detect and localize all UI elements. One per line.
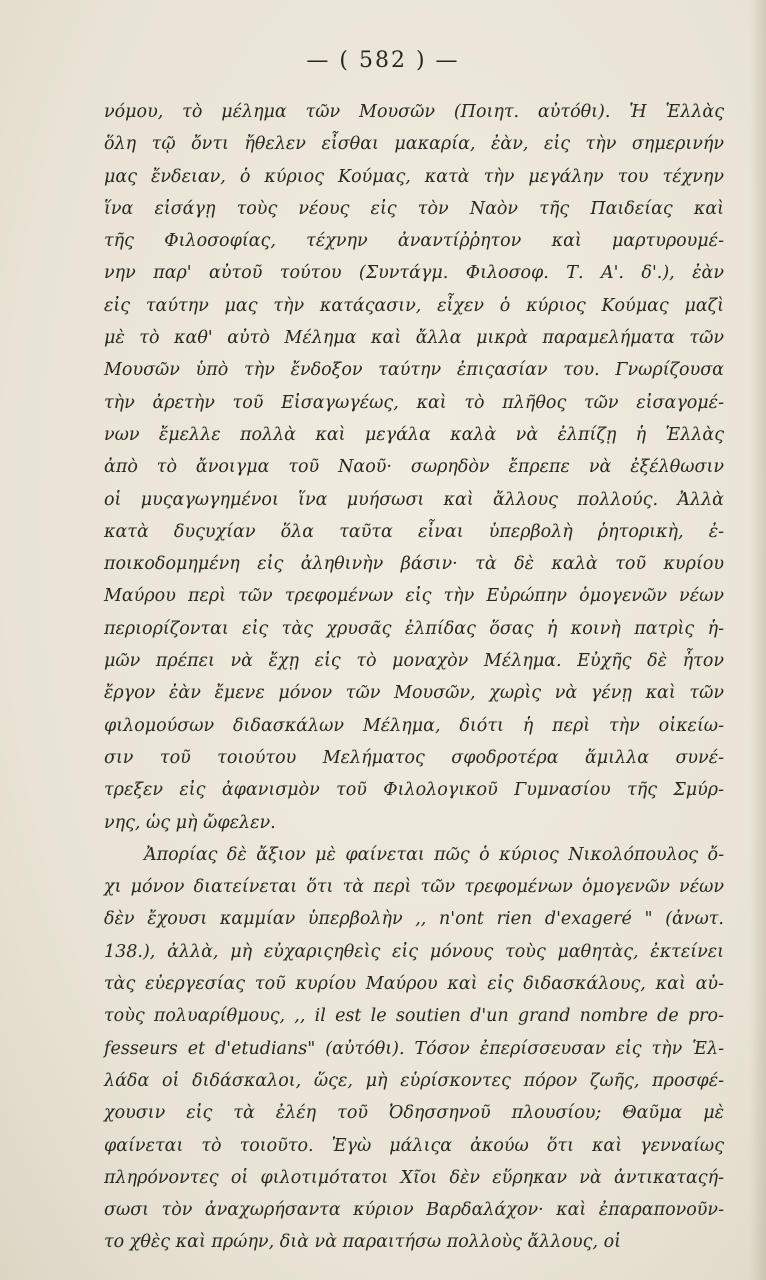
text-line: Μαύρου περὶ τῶν τρεφομένων εἰς τὴν Εὐρώπην ὁμογενῶν νέων bbox=[104, 586, 724, 607]
text-line: νόμου, τὸ μέλημα τῶν Μουσῶν (Ποιητ. αὐτόθι). Ἡ Ἑλλὰς bbox=[104, 102, 724, 122]
text-line: μας ἔνδειαν, ὁ κύριος Κούμας, κατὰ τὴν μεγάλην του τέχνην bbox=[104, 166, 724, 187]
text-line: ἔργον ἐὰν ἔμενε μόνον τῶν Μουσῶν, χωρὶς νὰ γένῃ καὶ τῶν bbox=[104, 683, 724, 704]
text-line: εἰς ταύτην μας τὴν κατάςασιν, εἶχεν ὁ κύριος Κούμας μαζὶ bbox=[104, 295, 724, 316]
text-line: Ἀπορίας δὲ ἄξιον μὲ φαίνεται πῶς ὁ κύριος Νικολόπουλος ὄ- bbox=[144, 844, 724, 865]
text-line: ὅλη τῷ ὄντι ἤθελεν εἶσθαι μακαρία, ἐὰν, εἰς τὴν σημερινήν bbox=[104, 134, 724, 155]
text-line: κατὰ δυςυχίαν ὅλα ταῦτα εἶναι ὑπερβολὴ ῥητορικὴ, ἐ- bbox=[104, 521, 724, 542]
text-line: τὴν ἀρετὴν τοῦ Εἰσαγωγέως, καὶ τὸ πλῆθος τῶν εἰσαγομέ- bbox=[104, 392, 724, 413]
text-line: Μουσῶν ὑπὸ τὴν ἔνδοξον ταύτην ἐπιςασίαν του. Γνωρίζουσα bbox=[104, 360, 724, 381]
text-line: σωσι τὸν ἀναχωρήσαντα κύριον Βαρδαλάχον· καὶ ἐπαραπονοῦν- bbox=[104, 1200, 724, 1221]
page-body-text bbox=[104, 96, 724, 1259]
text-line: οἱ μυςαγωγημένοι ἵνα μυήσωσι καὶ ἄλλους πολλούς. Ἀλλὰ bbox=[104, 489, 724, 510]
text-line: μῶν πρέπει νὰ ἔχῃ εἰς τὸ μοναχὸν Μέλημα. Εὐχῆς δὲ ἦτον bbox=[104, 651, 724, 672]
text-line: τρεξεν εἰς ἀφανισμὸν τοῦ Φιλολογικοῦ Γυμνασίου τῆς Σμύρ- bbox=[104, 780, 724, 801]
text-line: φιλομούσων διδασκάλων Μέλημα, διότι ἡ περὶ τὴν οἰκείω- bbox=[104, 715, 724, 736]
text-line: χουσιν εἰς τὰ ἐλέη τοῦ Ὀδησσηνοῦ πλουσίου; Θαῦμα μὲ bbox=[104, 1103, 724, 1124]
page-edge-shadow bbox=[750, 0, 766, 1280]
text-line: ἵνα εἰσάγῃ τοὺς νέους εἰς τὸν Ναὸν τῆς Παιδείας καὶ bbox=[104, 198, 724, 219]
text-line: ποικοδομημένη εἰς ἀληθινὴν βάσιν· τὰ δὲ καλὰ τοῦ κυρίου bbox=[104, 554, 724, 575]
text-line: το χθὲς καὶ πρώην, διὰ νὰ παραιτήσω πολλοὺς ἄλλους, οἱ bbox=[104, 1232, 621, 1253]
text-line: μὲ τὸ καθ' αὐτὸ Μέλημα καὶ ἄλλα μικρὰ παραμελήματα τῶν bbox=[104, 328, 724, 349]
text-line: τοὺς πολυαρίθμους, ,, il est le soutien d'un grand nombre de pro- bbox=[104, 1006, 724, 1027]
text-line: σιν τοῦ τοιούτου Μελήματος σφοδροτέρα ἅμιλλα συνέ- bbox=[104, 747, 724, 768]
page-number-header: — ( 582 ) — bbox=[306, 48, 460, 73]
text-line: 138.), ἀλλὰ, μὴ εὐχαριςηθεὶς εἰς μόνους τοὺς μαθητὰς, ἐκτείνει bbox=[104, 941, 724, 962]
text-line: ἀπὸ τὸ ἄνοιγμα τοῦ Ναοῦ· σωρηδὸν ἔπρεπε νὰ ἐξέλθωσιν bbox=[104, 457, 724, 478]
text-line: πληρόνοντες οἱ φιλοτιμότατοι Χῖοι δὲν εὕρηκαν νὰ ἀντικαταςή- bbox=[104, 1167, 724, 1188]
text-line: φαίνεται τὸ τοιοῦτο. Ἐγὼ μάλιςα ἀκούω ὅτι καὶ γενναίως bbox=[104, 1135, 724, 1156]
text-line: τὰς εὐεργεσίας τοῦ κυρίου Μαύρου καὶ εἰς διδασκάλους, καὶ αὐ- bbox=[104, 974, 724, 995]
text-line: νης, ὡς μὴ ὤφελεν. bbox=[104, 812, 276, 833]
text-line: περιορίζονται εἰς τὰς χρυσᾶς ἐλπίδας ὅσας ἡ κοινὴ πατρὶς ἡ- bbox=[104, 618, 724, 639]
text-line: νων ἔμελλε πολλὰ καὶ μεγάλα καλὰ νὰ ἐλπίζῃ ἡ Ἑλλὰς bbox=[104, 424, 724, 445]
text-line: δὲν ἔχουσι καμμίαν ὑπερβολὴν ,, n'ont rien d'exageré " (ἀνωτ. bbox=[104, 909, 724, 930]
text-line: fesseurs et d'etudians" (αὐτόθι). Τόσον ἐπερίσσευσαν εἰς τὴν Ἑλ- bbox=[104, 1038, 724, 1059]
text-line: λάδα οἱ διδάσκαλοι, ὥςε, μὴ εὑρίσκοντες πόρον ζωῆς, προσφέ- bbox=[104, 1070, 724, 1091]
text-line: χι μόνον διατείνεται ὅτι τὰ περὶ τῶν τρεφομένων ὁμογενῶν νέων bbox=[104, 877, 724, 898]
text-line: τῆς Φιλοσοφίας, τέχνην ἀναντίῤῥητον καὶ μαρτυρουμέ- bbox=[104, 231, 724, 252]
text-line: νην παρ' αὐτοῦ τούτου (Συντάγμ. Φιλοσοφ. Τ. Α'. δ'.), ἐὰν bbox=[104, 263, 724, 284]
